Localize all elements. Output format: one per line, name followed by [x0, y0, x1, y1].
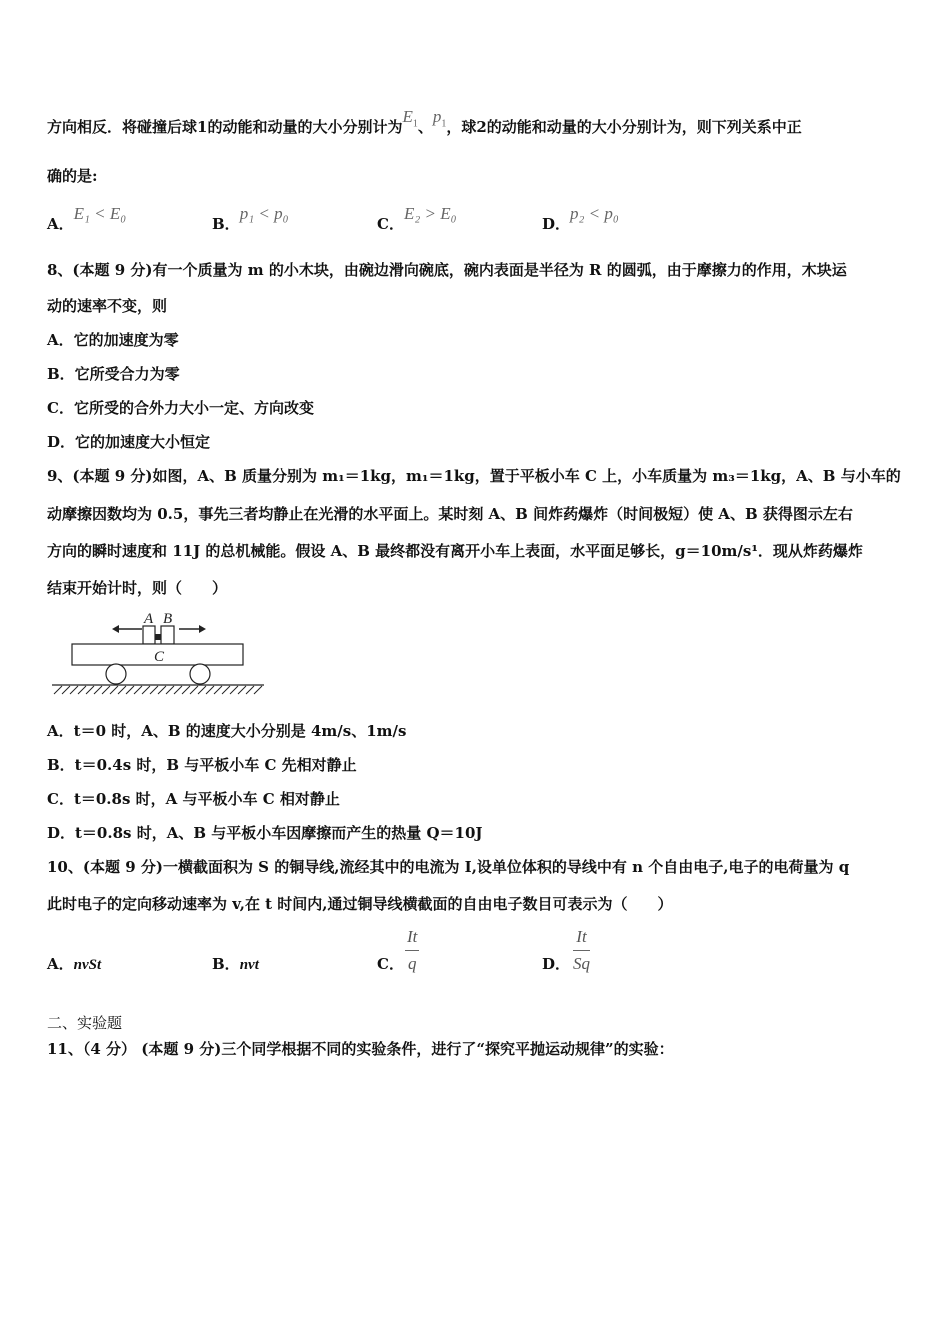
q9-option-c[interactable]: C．t＝0.8s 时，A 与平板小车 C 相对静止	[47, 790, 340, 808]
q9-line2: 动摩擦因数均为 0.5，事先三者均静止在光滑的水平面上。某时刻 A、B 间炸药爆炸（时间极短）使 A、B 获得图示左右	[47, 505, 853, 523]
label-c: C	[154, 649, 165, 665]
q8-option-a[interactable]: A．它的加速度为零	[47, 331, 179, 349]
q10-line2: 此时电子的定向移动速率为 v,在 t 时间内,通过铜导线横截面的自由电子数目可表示为（ ）	[47, 895, 673, 913]
label-b: B	[163, 611, 173, 627]
q9-line1: 9、(本题 9 分)如图，A、B 质量分别为 m₁＝1kg，m₁＝1kg，置于平板小车 C 上，小车质量为 m₃＝1kg，A、B 与小车的	[47, 467, 901, 485]
wheel-right	[190, 664, 210, 684]
q7-option-d-expr: p₂ < p₀	[570, 204, 619, 223]
q10-option-c-fraction: It q	[407, 927, 418, 973]
wheel-left	[106, 664, 126, 684]
q9-line4: 结束开始计时，则（ ）	[47, 579, 228, 597]
q7-option-a-expr: E₁ < E₀	[73, 204, 127, 223]
q11-line: 11、（4 分） (本题 9 分)三个同学根据不同的实验条件，进行了“探究平抛运动规律”的实验：	[47, 1040, 674, 1058]
section-title: 二、实验题	[47, 1014, 123, 1032]
q8-option-b[interactable]: B．它所受合力为零	[47, 365, 180, 383]
q7-option-b[interactable]: B．p₁ < p₀	[212, 204, 289, 233]
q9-line3: 方向的瞬时速度和 11J 的总机械能。假设 A、B 最终都没有离开小车上表面，水平面足够长，g＝10m/s¹．现从炸药爆炸	[47, 542, 863, 560]
e1-symbol: $E_1$	[402, 107, 418, 130]
ground-hatch	[54, 686, 262, 694]
q7-line2: 确的是:	[47, 167, 98, 185]
q8-option-c[interactable]: C．它所受的合外力大小一定、方向改变	[47, 399, 314, 417]
q9-option-d[interactable]: D．t＝0.8s 时，A、B 与平板小车因摩擦而产生的热量 Q＝10J	[47, 824, 483, 842]
q7-option-b-expr: p₁ < p₀	[239, 204, 289, 223]
q10-option-a[interactable]: A．nvSt	[47, 955, 102, 973]
block-a	[143, 626, 155, 644]
q7-option-d[interactable]: D．p₂ < p₀	[542, 204, 619, 233]
q8-line2: 动的速率不变，则	[47, 297, 168, 315]
explosive	[155, 634, 161, 640]
block-b	[161, 626, 174, 644]
q10-option-d-fraction: It Sq	[573, 927, 590, 973]
q7-option-c-expr: E₂ > E₀	[403, 204, 457, 223]
q10-option-b[interactable]: B．nvt	[212, 955, 259, 973]
arrow-right-icon	[199, 625, 206, 633]
arrow-left-icon	[112, 625, 119, 633]
q10-option-b-expr: nvt	[239, 957, 259, 973]
p1-symbol: $p_1$	[432, 107, 447, 130]
q8-option-d[interactable]: D．它的加速度大小恒定	[47, 433, 211, 451]
q7-line1: 方向相反．将碰撞后球1的动能和动量的大小分别计为$E_1$、$p_1$，球2的动能和动量的大小分别计为，则下列关系中正	[47, 107, 802, 136]
q10-option-c[interactable]: C．	[377, 955, 404, 973]
q10-option-d[interactable]: D．	[542, 955, 571, 973]
q7-option-c[interactable]: C．E₂ > E₀	[377, 204, 457, 233]
q9-option-b[interactable]: B．t＝0.4s 时，B 与平板小车 C 先相对静止	[47, 756, 357, 774]
q10-option-a-expr: nvSt	[73, 957, 102, 973]
label-a: A	[144, 611, 154, 627]
cart-diagram	[48, 608, 270, 702]
q7-option-a[interactable]: A．E₁ < E₀	[47, 204, 127, 233]
q10-line1: 10、(本题 9 分)一横截面积为 S 的铜导线,流经其中的电流为 I,设单位体积的导线中有 n 个自由电子,电子的电荷量为 q	[47, 858, 850, 876]
q8-line1: 8、(本题 9 分)有一个质量为 m 的小木块，由碗边滑向碗底，碗内表面是半径为 R 的圆弧，由于摩擦力的作用，木块运	[47, 261, 847, 279]
q9-option-a[interactable]: A．t＝0 时，A、B 的速度大小分别是 4m/s、1m/s	[47, 722, 407, 740]
